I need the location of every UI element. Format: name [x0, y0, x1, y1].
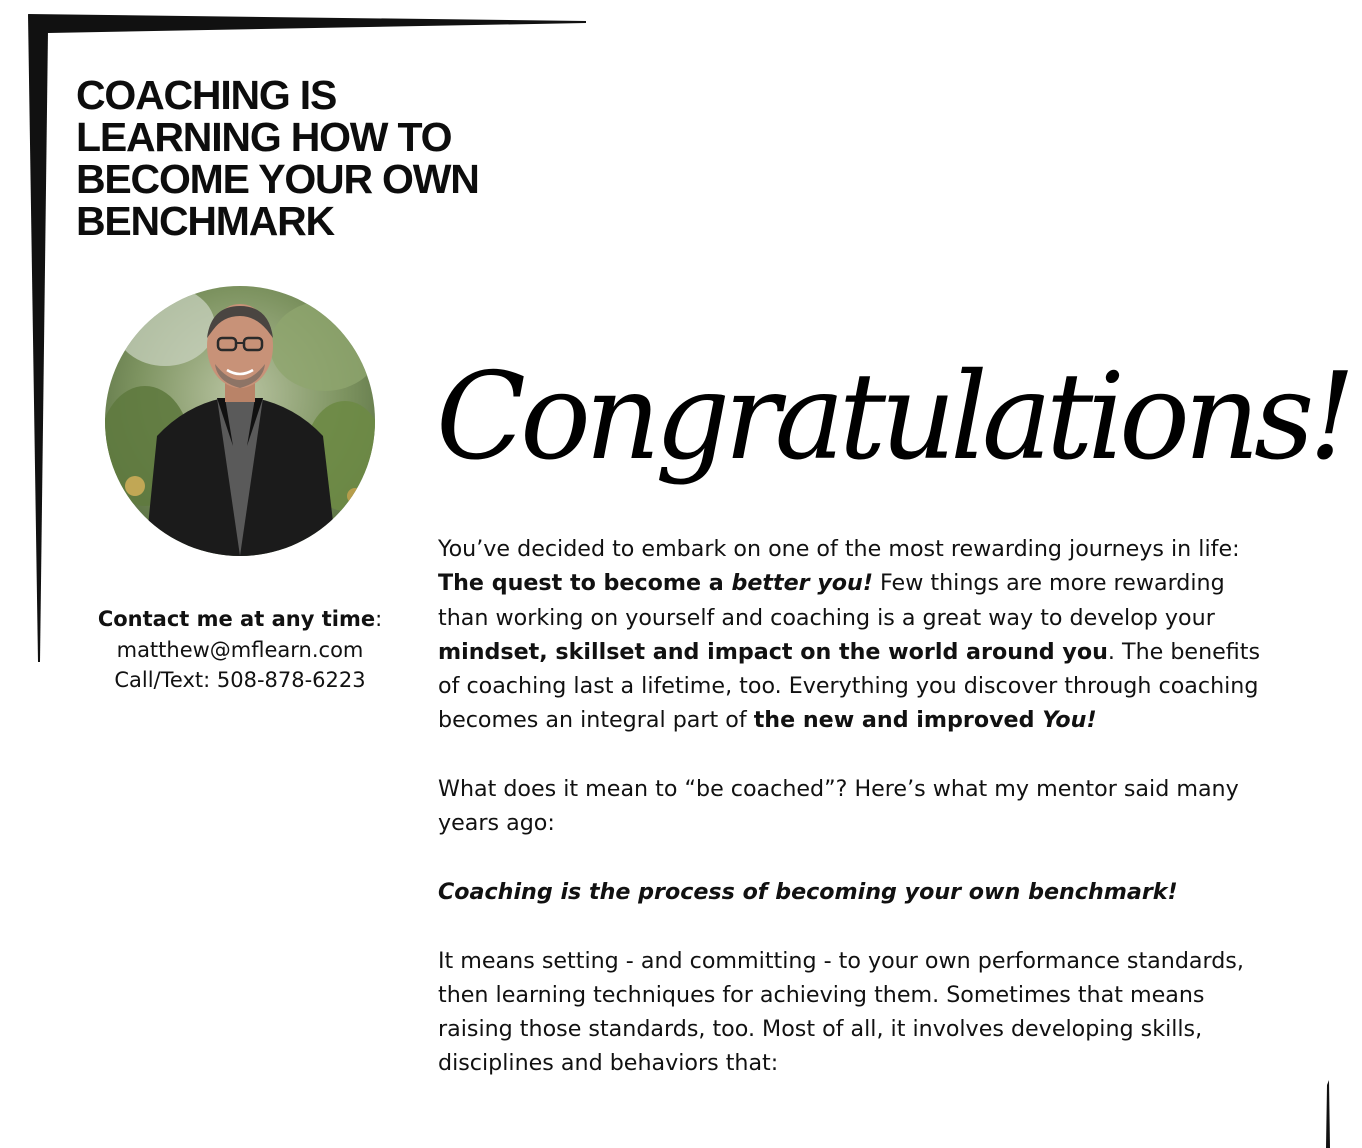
congratulations-title: Congratulations! [436, 348, 1350, 487]
p1-bold-new-improved: the new and improved [753, 707, 1043, 734]
brush-stroke-top [28, 14, 586, 33]
body-text [438, 532, 1278, 1115]
headline-line-2: LEARNING HOW TO [76, 114, 452, 160]
brush-stroke-left [28, 14, 48, 662]
p1-text-a: You’ve decided to embark on one of the most rewarding journeys in life: [438, 536, 1240, 562]
paragraph-question: What does it mean to “be coached”? Here’s what my mentor said many years ago: [438, 776, 1239, 837]
paragraph-intro [438, 532, 1278, 738]
contact-title-bold: Contact me at any time [97, 607, 376, 631]
p1-bold-italic-you: You! [1042, 707, 1097, 734]
brush-stroke-bottom-right [1326, 1080, 1330, 1148]
contact-phone[interactable]: Call/Text: 508-878-6223 [114, 668, 366, 692]
contact-title [80, 604, 400, 635]
p1-text-d: Few things are more rewarding than working on yourself and coaching is a great way to develop your [438, 570, 1225, 631]
contact-info [80, 604, 400, 696]
p1-bold-quest: The quest to become a [438, 570, 732, 597]
headline-line-1: COACHING IS [76, 72, 337, 118]
contact-email[interactable]: matthew@mflearn.com [116, 637, 364, 662]
paragraph-quote: Coaching is the process of becoming your own benchmark! [438, 878, 1178, 905]
headline-line-3: BECOME YOUR OWN [76, 156, 479, 202]
portrait-photo-icon [105, 286, 375, 556]
p1-bold-italic-better-you: better you! [731, 570, 873, 597]
paragraph-meaning: It means setting - and committing - to your own performance standards, then learning techniques for achieving them. Sometimes that means raising those standards, too. Most of all, it involves developing skills, disciplines and behaviors that: [438, 947, 1244, 1077]
p1-text-f: . The benefits of coaching last a lifetime, too. Everything you discover through coaching becomes an integral part of [438, 638, 1261, 734]
headline-line-4: BENCHMARK [76, 198, 334, 244]
page-headline [76, 74, 536, 242]
p1-bold-mindset: mindset, skillset and impact on the world around you [438, 638, 1108, 665]
contact-title-colon: : [375, 607, 383, 631]
coach-portrait [105, 286, 375, 556]
